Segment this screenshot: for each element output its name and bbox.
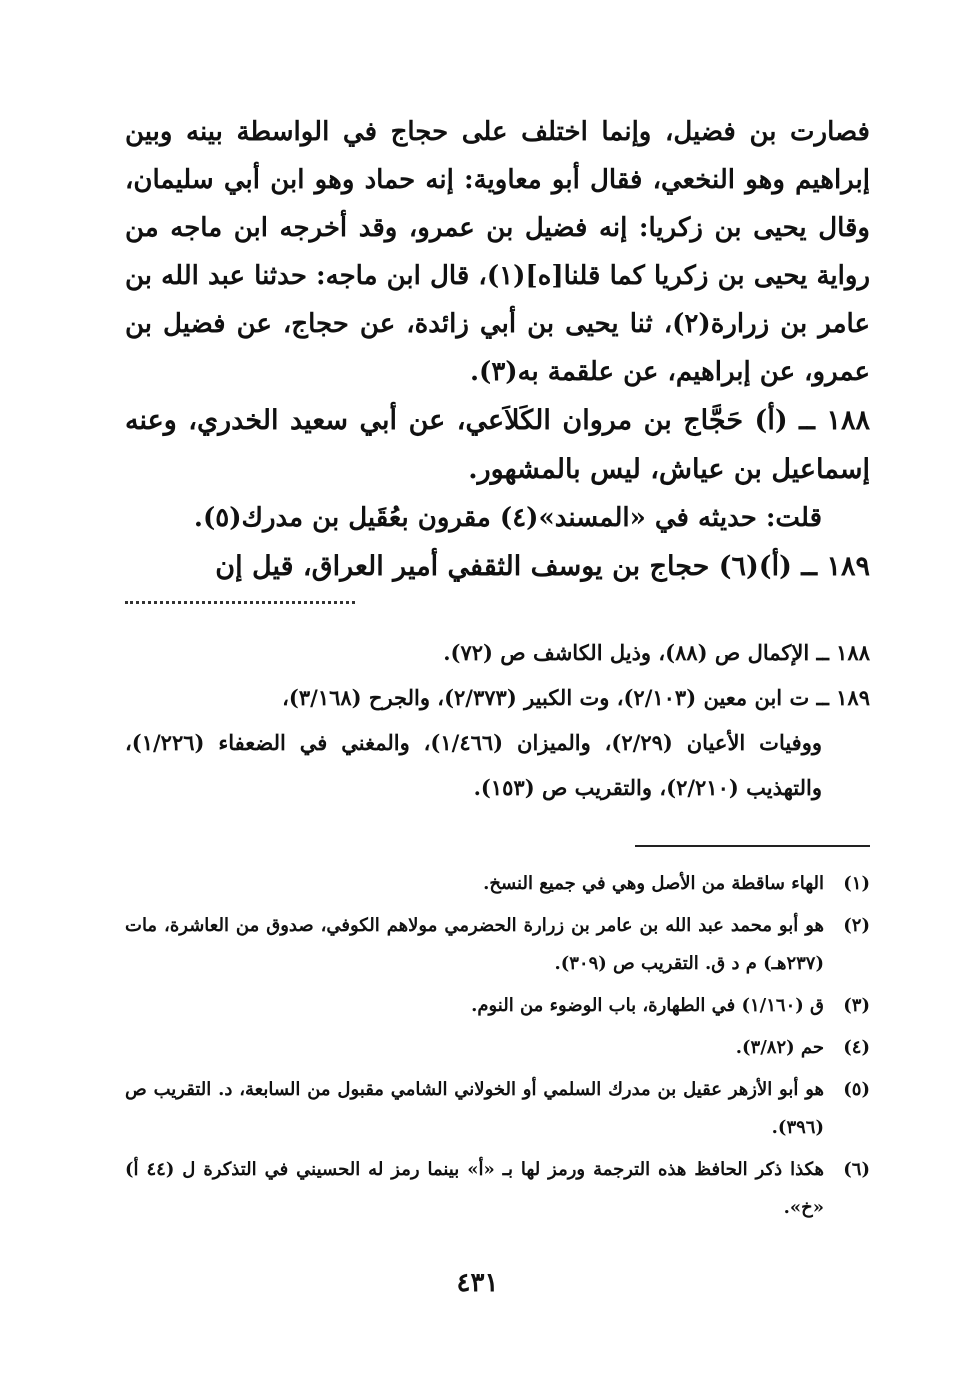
source-189: ١٨٩ ــ ت ابن معين (٢/١٠٣)، وت الكبير (٢/٣٧٣)، والجرح (٣/١٦٨)، <box>282 685 870 710</box>
footnote-item <box>125 1071 870 1147</box>
footnote-text: حم (٣/٨٢). <box>735 1037 824 1058</box>
footnote-number: (٤) <box>843 1037 870 1058</box>
footnote-item <box>125 865 870 903</box>
footnote-number: (٥) <box>843 1079 870 1100</box>
footnote-item <box>125 1151 870 1227</box>
source-188: ١٨٨ ــ الإكمال ص (٨٨)، وذيل الكاشف ص (٧٢). <box>443 640 870 665</box>
page-number: ٤٣١ <box>456 1268 499 1298</box>
source-189-continued: ووفيات الأعيان (٢/٢٩)، والميزان (١/٤٦٦)، والمغني في الضعفاء (١/٢٢٦)، والتهذيب (٢/٢١٠)، والتقريب ص (١٥٣). <box>125 730 822 800</box>
page-body <box>125 108 870 1231</box>
footnote-item <box>125 1029 870 1067</box>
footnote-number: (٢) <box>843 915 870 936</box>
footnote-number: (٦) <box>843 1159 870 1180</box>
footnote-text: هو أبو الأزهر عقيل بن مدرك السلمي أو الخولاني الشامي مقبول من السابعة، د. التقريب ص (٣٩٦). <box>125 1079 824 1138</box>
footnote-text: هكذا ذكر الحافظ هذه الترجمة ورمز لها بـ «أ» بينما رمز له الحسيني في التذكرة ل (٤٤ أ) «خ». <box>125 1159 824 1218</box>
footnote-text: ق (١/١٦٠) في الطهارة، باب الوضوء من النوم. <box>471 995 824 1016</box>
entry-189: ١٨٩ ــ (أ)(٦) حجاج بن يوسف الثقفي أمير العراق، قيل إن <box>215 551 870 582</box>
footnote-rule <box>635 845 870 847</box>
footnote-text: هو أبو محمد عبد الله بن عامر بن زرارة الحضرمي مولاهم الكوفي، صدوق من العاشرة، مات (٢٣٧هـ) م د ق. التقريب ص (٣٠٩). <box>125 915 824 974</box>
dotted-separator <box>125 601 355 624</box>
footnotes <box>125 865 870 1227</box>
paragraph-continuation: فصارت بن فضيل، وإنما اختلف على حجاج في الواسطة بينه وبين إبراهيم وهو النخعي، فقال أبو معاوية: إنه حماد وهو ابن أبي سليمان، وقال يحيى بن زكريا: إنه فضيل بن عمرو، وقد أخرجه ابن ماجه من رواية يحيى بن زكريا كما قلنا[ه](١)، قال ابن ماجه: حدثنا عبد الله بن عامر بن زرارة(٢)، ثنا يحيى بن أبي زائدة، عن حجاج، عن فضيل بن عمرو، عن إبراهيم، عن علقمة به(٣). <box>125 117 870 387</box>
footnote-number: (١) <box>843 873 870 894</box>
footnote-item <box>125 907 870 983</box>
main-text <box>125 108 870 591</box>
footnote-text: الهاء ساقطة من الأصل وهي في جميع النسخ. <box>483 873 824 894</box>
entry-188: ١٨٨ ــ (أ) حَجَّاج بن مروان الكَلاَعي، عن أبي سعيد الخدري، وعنه إسماعيل بن عياش، ليس بالمشهور. <box>125 405 870 485</box>
footnote-item <box>125 987 870 1025</box>
sources-section <box>125 630 870 810</box>
footnote-number: (٣) <box>843 995 870 1016</box>
entry-188-comment: قلت: حديثه في «المسند»(٤) مقرون بعُقَيل بن مدرك(٥). <box>193 503 822 533</box>
